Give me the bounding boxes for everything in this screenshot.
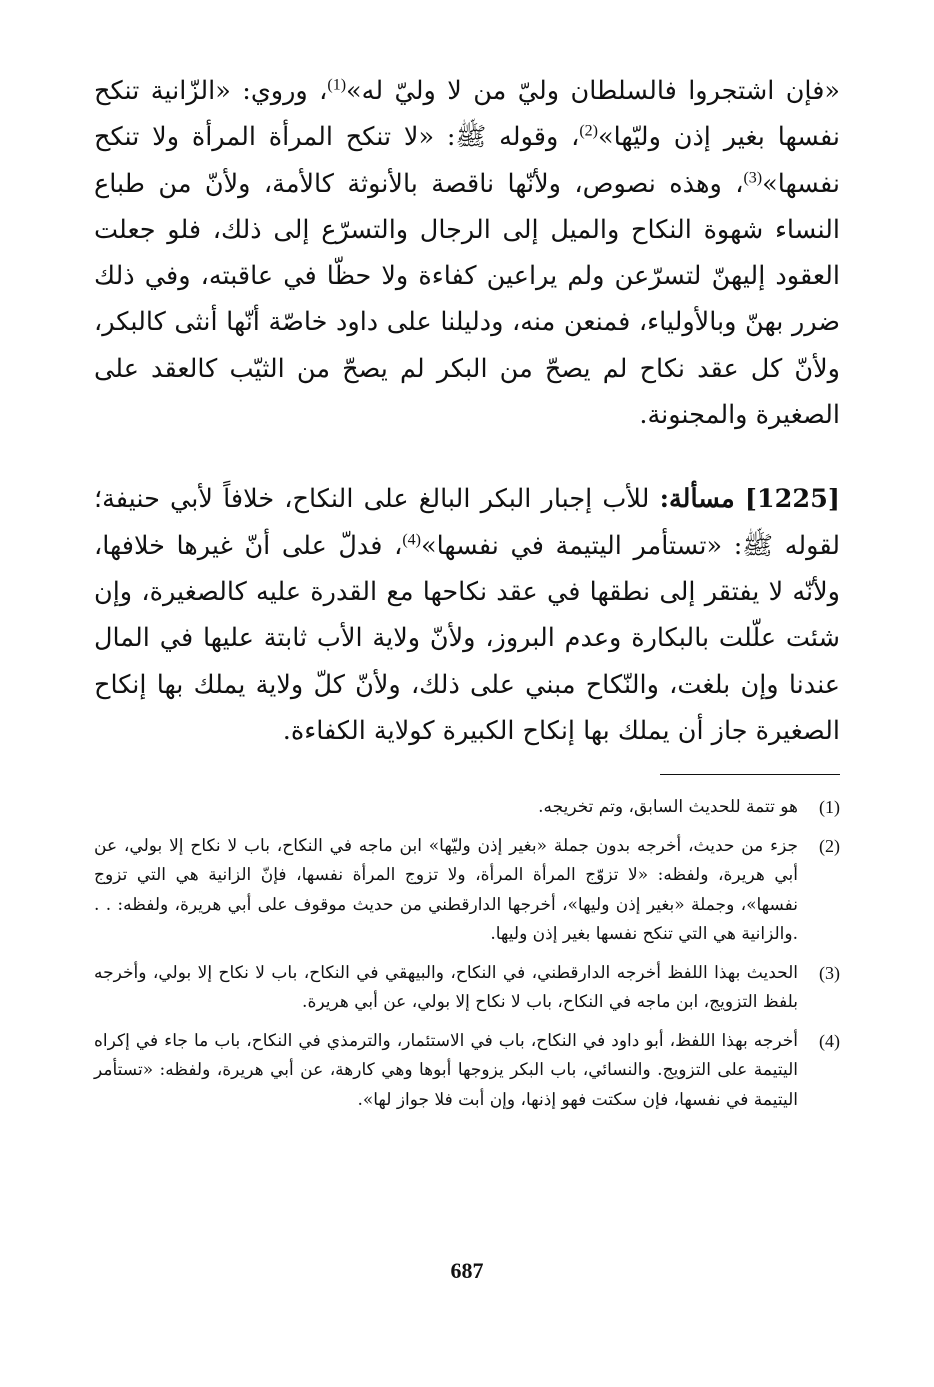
page-number: 687	[450, 1258, 484, 1283]
paragraph-1-text-a: «فإن اشتجروا فالسلطان وليّ من لا وليّ له»	[346, 76, 840, 106]
paragraph-2-text-a: للأب إجبار البكر البالغ على النكاح، خلافاً لأبي حنيفة؛ لقوله ﷺ: «تستأمر اليتيمة في نفسها»	[94, 484, 840, 561]
footnote-text: جزء من حديث، أخرجه بدون جملة «بغير إذن وليّها» ابن ماجه في النكاح، باب لا نكاح إلا بولي، عن أبي هريرة، ولفظه: «لا تزوّج المرأة المرأة، ولا تزوج المرأة نفسها، فإنّ الزانية هي التي تزوج نفسها»، وجملة «بغير إذن وليها»، أخرجها الدارقطني من حديث موقوف على أبي هريرة، ولفظه: . . .والزانية هي التي تنكح نفسها بغير إذن وليها.	[94, 835, 798, 944]
footnote-item	[94, 793, 840, 823]
paragraph-1-text-c: ، وقوله ﷺ: «لا تنكح المرأة المرأة ولا تنكح نفسها»	[94, 122, 840, 199]
footnote-separator	[660, 774, 840, 775]
footnote-text: أخرجه بهذا اللفظ، أبو داود في النكاح، باب في الاستئمار، والترمذي في النكاح، باب ما جاء في إكراه اليتيمة على التزويج. والنسائي، باب البكر يزوجها أبوها وهي كارهة، عن أبي هريرة، ولفظه: «تستأمر اليتيمة في نفسها، فإن سكتت فهو إذنها، وإن أبت فلا جواز لها».	[94, 1030, 799, 1110]
footnote-text: هو تتمة للحديث السابق، وتم تخريجه.	[538, 797, 798, 817]
footnote-number: (2)	[819, 835, 840, 856]
footnote-ref-2[interactable]: (2)	[579, 122, 598, 140]
footnote-ref-3[interactable]: (3)	[743, 169, 763, 187]
paragraph-1-text-d: ، وهذه نصوص، ولأنّها ناقصة بالأنوثة كالأمة، ولأنّ من طباع النساء شهوة النكاح والميل إلى الرجال والتسرّع إلى ذلك، فلو جعلت العقود إليهنّ لتسرّعن ولم يراعين كفاءة ولا حظّا في عاقبته، وفي ذلك ضرر بهنّ وبالأولياء، فمنعن منه، ودليلنا على داود خاصّة أنّها أنثى كالبكر، ولأنّ كل عقد نكاح لم يصحّ من البكر لم يصحّ من الثيّب كالعقد على الصغيرة والمجنونة.	[94, 168, 840, 431]
book-page	[94, 68, 840, 1283]
masala-number: [1225]	[744, 484, 840, 515]
footnote-number: (3)	[819, 962, 840, 983]
paragraph-1	[94, 68, 840, 438]
footnote-ref-1[interactable]: (1)	[327, 76, 347, 94]
footnotes-section	[94, 793, 840, 1124]
paragraph-1-text-b: ، وروي: «الزّانية تنكح نفسها بغير إذن وليّها»	[94, 76, 840, 153]
footnote-item	[94, 1027, 840, 1116]
footnote-number: (1)	[819, 797, 840, 817]
paragraph-2-text-b: ، فدلّ على أنّ غيرها خلافها، ولأنّه لا يفتقر إلى نطقها في عقد نكاحها مع القدرة عليه كالصغيرة، وإن شئت علّلت بالبكارة وعدم البروز، ولأنّ ولاية الأب ثابتة عليها في المال عندنا وإن بلغت، والنّكاح مبني على ذلك، ولأنّ كلّ ولاية يملك بها إنكاح الصغيرة جاز أن يملك بها إنكاح الكبيرة كولاية الكفاءة.	[94, 530, 840, 746]
footnote-number: (4)	[819, 1030, 840, 1051]
footnote-text: الحديث بهذا اللفظ أخرجه الدارقطني، في النكاح، والبيهقي في النكاح، باب لا نكاح إلا بولي، وأخرجه بلفظ التزويج، ابن ماجه في النكاح، باب لا نكاح إلا بولي، عن أبي هريرة.	[94, 962, 798, 1012]
footnote-ref-4[interactable]: (4)	[402, 531, 421, 549]
footnote-item	[94, 959, 840, 1018]
footnote-item	[94, 832, 840, 950]
masala-label: مسألة:	[659, 484, 735, 515]
paragraph-2-masala	[94, 476, 840, 754]
